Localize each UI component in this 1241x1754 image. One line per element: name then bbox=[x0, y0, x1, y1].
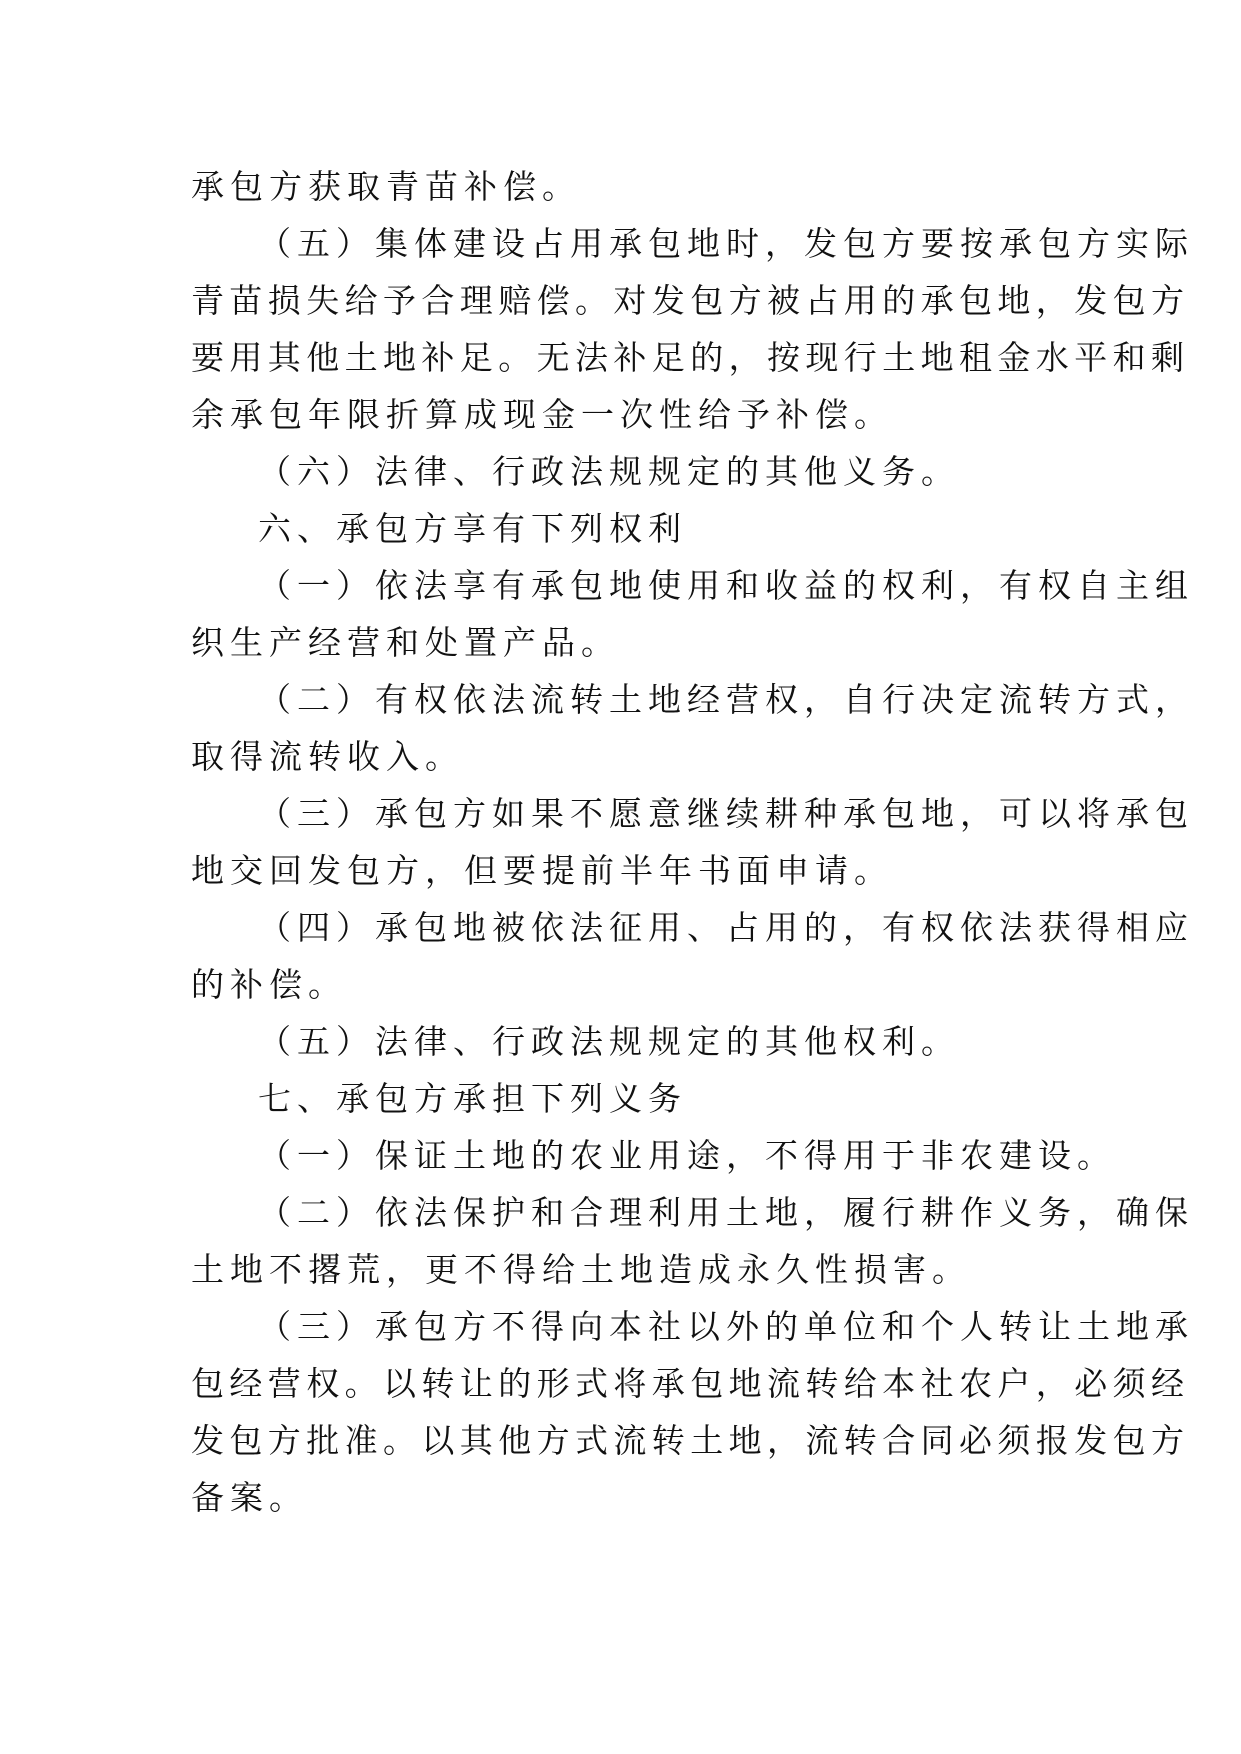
clause-line: （四）承包地被依法征用、占用的，有权依法获得相应 bbox=[258, 908, 1194, 947]
body-line: 织生产经营和处置产品。 bbox=[191, 623, 620, 662]
body-line: 备案。 bbox=[191, 1478, 308, 1517]
clause-line: （一）保证土地的农业用途，不得用于非农建设。 bbox=[258, 1136, 1116, 1175]
body-line: 发包方批准。以其他方式流转土地，流转合同必须报发包方 bbox=[191, 1421, 1190, 1460]
body-line: 包经营权。以转让的形式将承包地流转给本社农户，必须经 bbox=[191, 1364, 1190, 1403]
clause-line: （五）法律、行政法规规定的其他权利。 bbox=[258, 1022, 960, 1061]
section-heading: 六、承包方享有下列权利 bbox=[258, 509, 687, 548]
body-line: 余承包年限折算成现金一次性给予补偿。 bbox=[191, 395, 893, 434]
body-line: 地交回发包方，但要提前半年书面申请。 bbox=[191, 851, 893, 890]
section-heading: 七、承包方承担下列义务 bbox=[258, 1079, 687, 1118]
body-line: 承包方获取青苗补偿。 bbox=[191, 167, 581, 206]
body-line: 青苗损失给予合理赔偿。对发包方被占用的承包地，发包方 bbox=[191, 281, 1190, 320]
body-line: 要用其他土地补足。无法补足的，按现行土地租金水平和剩 bbox=[191, 338, 1190, 377]
body-line: 取得流转收入。 bbox=[191, 737, 464, 776]
body-line: 的补偿。 bbox=[191, 965, 347, 1004]
clause-line: （一）依法享有承包地使用和收益的权利，有权自主组 bbox=[258, 566, 1194, 605]
clause-line: （五）集体建设占用承包地时，发包方要按承包方实际 bbox=[258, 224, 1194, 263]
body-line: 土地不撂荒，更不得给土地造成永久性损害。 bbox=[191, 1250, 971, 1289]
clause-line: （二）有权依法流转土地经营权，自行决定流转方式， bbox=[258, 680, 1194, 719]
clause-line: （三）承包方如果不愿意继续耕种承包地，可以将承包 bbox=[258, 794, 1194, 833]
clause-line: （三）承包方不得向本社以外的单位和个人转让土地承 bbox=[258, 1307, 1194, 1346]
clause-line: （二）依法保护和合理利用土地，履行耕作义务，确保 bbox=[258, 1193, 1194, 1232]
clause-line: （六）法律、行政法规规定的其他义务。 bbox=[258, 452, 960, 491]
